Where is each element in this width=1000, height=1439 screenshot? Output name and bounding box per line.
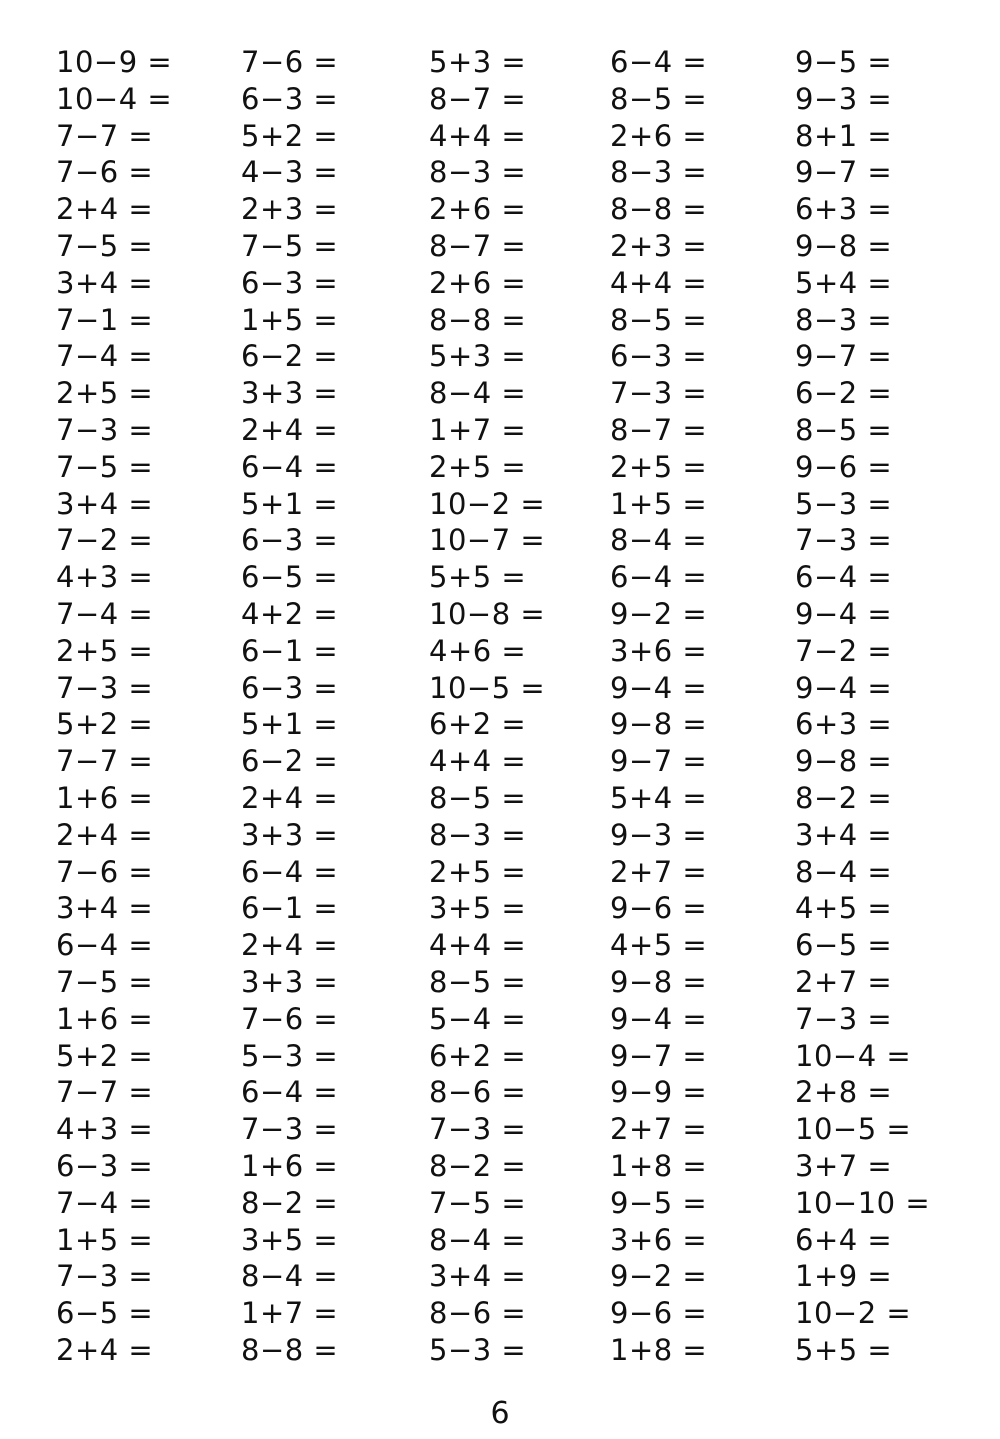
math-problem: 7−5 = — [56, 449, 154, 484]
math-problem: 2+7 = — [610, 1112, 708, 1147]
math-problem: 7−5 = — [56, 964, 154, 999]
math-problem: 7−3 = — [56, 412, 154, 447]
math-problem: 9−3 = — [610, 817, 708, 852]
math-problem: 4+3 = — [56, 560, 154, 595]
math-problem: 8−2 = — [795, 780, 893, 815]
math-problem: 8−7 = — [429, 81, 527, 116]
math-problem: 7−6 = — [241, 1001, 339, 1036]
math-problem: 4+4 = — [429, 928, 527, 963]
math-problem: 6−1 = — [241, 633, 339, 668]
math-problem: 5+2 = — [241, 118, 339, 153]
math-problem: 9−7 = — [610, 744, 708, 779]
math-problem: 8−8 = — [241, 1332, 339, 1367]
math-problem: 6−3 = — [241, 523, 339, 558]
math-problem: 5+4 = — [795, 265, 893, 300]
math-problem: 5+2 = — [56, 1038, 154, 1073]
math-problem: 2+8 = — [795, 1075, 893, 1110]
math-problem: 5+3 = — [429, 339, 527, 374]
math-problem: 10−8 = — [429, 596, 546, 631]
math-problem: 7−1 = — [56, 302, 154, 337]
math-problem: 8−3 = — [429, 155, 527, 190]
math-problem: 2+4 = — [241, 412, 339, 447]
math-problem: 6−5 = — [795, 928, 893, 963]
math-problem: 3+4 = — [795, 817, 893, 852]
math-problem: 9−6 = — [610, 891, 708, 926]
math-problem: 9−7 = — [795, 339, 893, 374]
problem-column-3 — [429, 44, 614, 1369]
math-problem: 9−7 = — [610, 1038, 708, 1073]
math-problem: 6−3 = — [241, 265, 339, 300]
math-problem: 8−5 = — [429, 964, 527, 999]
math-problem: 3+3 = — [241, 817, 339, 852]
math-problem: 2+4 = — [56, 1332, 154, 1367]
math-problem: 9−4 = — [795, 670, 893, 705]
math-problem: 2+7 = — [610, 854, 708, 889]
math-problem: 8−4 = — [610, 523, 708, 558]
math-problem: 6+3 = — [795, 192, 893, 227]
math-problem: 9−4 = — [610, 1001, 708, 1036]
math-problem: 5+4 = — [610, 780, 708, 815]
math-problem: 10−7 = — [429, 523, 546, 558]
math-problem: 7−5 = — [241, 228, 339, 263]
math-problem: 7−3 = — [429, 1112, 527, 1147]
math-problem: 7−7 = — [56, 1075, 154, 1110]
math-problem: 9−5 = — [610, 1185, 708, 1220]
math-problem: 3+4 = — [56, 265, 154, 300]
math-problem: 1+6 = — [241, 1148, 339, 1183]
math-problem: 8−3 = — [795, 302, 893, 337]
math-problem: 10−10 = — [795, 1185, 931, 1220]
math-problem: 8−4 = — [795, 854, 893, 889]
math-problem: 2+5 = — [429, 854, 527, 889]
math-problem: 3+7 = — [795, 1148, 893, 1183]
math-problem: 7−7 = — [56, 744, 154, 779]
math-problem: 6−2 = — [241, 339, 339, 374]
math-problem: 9−9 = — [610, 1075, 708, 1110]
math-problem: 2+5 = — [56, 376, 154, 411]
math-problem: 7−6 = — [56, 155, 154, 190]
math-problem: 4−3 = — [241, 155, 339, 190]
math-problem: 3+4 = — [56, 486, 154, 521]
math-problem: 5+1 = — [241, 486, 339, 521]
math-problem: 2+3 = — [241, 192, 339, 227]
math-problem: 9−3 = — [795, 81, 893, 116]
math-problem: 6+2 = — [429, 707, 527, 742]
math-problem: 9−6 = — [795, 449, 893, 484]
math-problem: 4+5 = — [795, 891, 893, 926]
math-problem: 8−6 = — [429, 1075, 527, 1110]
math-problem: 9−2 = — [610, 596, 708, 631]
math-problem: 8−2 = — [429, 1148, 527, 1183]
math-problem: 4+3 = — [56, 1112, 154, 1147]
math-problem: 9−8 = — [610, 707, 708, 742]
math-problem: 2+4 = — [56, 817, 154, 852]
math-problem: 6−4 = — [56, 928, 154, 963]
math-problem: 8−5 = — [610, 81, 708, 116]
math-problem: 6−4 = — [610, 560, 708, 595]
math-problem: 5+5 = — [429, 560, 527, 595]
math-problem: 2+6 = — [610, 118, 708, 153]
math-problem: 9−4 = — [795, 596, 893, 631]
math-problem: 8−3 = — [429, 817, 527, 852]
math-problem: 8−4 = — [429, 376, 527, 411]
math-problem: 5−3 = — [241, 1038, 339, 1073]
math-problem: 7−5 = — [429, 1185, 527, 1220]
math-problem: 1+5 = — [241, 302, 339, 337]
math-problem: 7−3 = — [610, 376, 708, 411]
math-problem: 6+4 = — [795, 1222, 893, 1257]
math-problem: 2+4 = — [241, 928, 339, 963]
math-problem: 10−2 = — [795, 1296, 912, 1331]
math-problem: 7−3 = — [56, 1259, 154, 1294]
math-problem: 3+6 = — [610, 1222, 708, 1257]
math-problem: 7−3 = — [241, 1112, 339, 1147]
math-problem: 8−5 = — [429, 780, 527, 815]
math-problem: 1+8 = — [610, 1148, 708, 1183]
math-problem: 1+5 = — [610, 486, 708, 521]
problem-column-1 — [56, 44, 241, 1369]
math-problem: 5−4 = — [429, 1001, 527, 1036]
math-problem: 4+4 = — [429, 118, 527, 153]
math-problem: 7−4 = — [56, 339, 154, 374]
math-problem: 10−9 = — [56, 45, 173, 79]
math-problem: 1+5 = — [56, 1222, 154, 1257]
math-problem: 3+3 = — [241, 376, 339, 411]
math-problem: 3+4 = — [429, 1259, 527, 1294]
problem-column-4 — [610, 44, 795, 1369]
math-problem: 6−5 = — [56, 1296, 154, 1331]
math-problem: 9−2 = — [610, 1259, 708, 1294]
math-problem: 2+6 = — [429, 265, 527, 300]
math-problem: 6−1 = — [241, 891, 339, 926]
math-problem: 5+3 = — [429, 45, 527, 79]
math-problem: 2+4 = — [241, 780, 339, 815]
page-number: 6 — [490, 1396, 510, 1431]
math-problem: 10−5 = — [795, 1112, 912, 1147]
math-problem: 8−5 = — [610, 302, 708, 337]
math-problem: 6−4 = — [241, 1075, 339, 1110]
math-problem: 6−4 = — [795, 560, 893, 595]
math-problem: 5−3 = — [795, 486, 893, 521]
math-problem: 6+2 = — [429, 1038, 527, 1073]
math-problem: 7−3 = — [56, 670, 154, 705]
math-problem: 6−4 = — [610, 45, 708, 79]
math-problem: 4+2 = — [241, 596, 339, 631]
problem-column-5 — [795, 44, 980, 1369]
math-problem: 1+6 = — [56, 1001, 154, 1036]
math-problem: 4+4 = — [429, 744, 527, 779]
math-problem: 9−6 = — [610, 1296, 708, 1331]
math-problem: 4+4 = — [610, 265, 708, 300]
math-problem: 6−4 = — [241, 854, 339, 889]
math-problem: 8−7 = — [610, 412, 708, 447]
math-problem: 6−3 = — [56, 1148, 154, 1183]
math-problem: 8−4 = — [429, 1222, 527, 1257]
math-problem: 8+1 = — [795, 118, 893, 153]
math-problem: 8−4 = — [241, 1259, 339, 1294]
math-problem: 7−3 = — [795, 1001, 893, 1036]
math-problem: 10−2 = — [429, 486, 546, 521]
math-problem: 1+7 = — [241, 1296, 339, 1331]
math-problem: 8−2 = — [241, 1185, 339, 1220]
math-problem: 3+5 = — [241, 1222, 339, 1257]
math-problem: 7−7 = — [56, 118, 154, 153]
math-problem: 2+5 = — [610, 449, 708, 484]
math-problem: 7−4 = — [56, 1185, 154, 1220]
math-problem: 9−8 = — [610, 964, 708, 999]
math-problem: 6−5 = — [241, 560, 339, 595]
math-problem: 7−2 = — [795, 633, 893, 668]
math-problem: 8−3 = — [610, 155, 708, 190]
math-problem: 7−5 = — [56, 228, 154, 263]
math-problem: 7−4 = — [56, 596, 154, 631]
math-problem: 6+3 = — [795, 707, 893, 742]
math-problem: 6−3 = — [241, 670, 339, 705]
math-problem: 8−8 = — [610, 192, 708, 227]
math-problem: 9−4 = — [610, 670, 708, 705]
math-problem: 5+2 = — [56, 707, 154, 742]
math-problem: 2+4 = — [56, 192, 154, 227]
math-problem: 1+7 = — [429, 412, 527, 447]
math-problem: 10−5 = — [429, 670, 546, 705]
math-problem: 1+6 = — [56, 780, 154, 815]
math-problem: 7−6 = — [56, 854, 154, 889]
math-problem: 6−2 = — [795, 376, 893, 411]
math-problem: 8−7 = — [429, 228, 527, 263]
math-problem: 2+6 = — [429, 192, 527, 227]
math-problem: 9−8 = — [795, 228, 893, 263]
math-problem: 8−5 = — [795, 412, 893, 447]
math-problem: 2+5 = — [56, 633, 154, 668]
math-problem: 6−4 = — [241, 449, 339, 484]
math-problem: 6−3 = — [241, 81, 339, 116]
worksheet — [0, 44, 1000, 1384]
math-problem: 3+4 = — [56, 891, 154, 926]
math-problem: 2+3 = — [610, 228, 708, 263]
problem-column-2 — [241, 44, 426, 1369]
math-problem: 9−7 = — [795, 155, 893, 190]
math-problem: 4+5 = — [610, 928, 708, 963]
math-problem: 2+7 = — [795, 964, 893, 999]
math-problem: 3+3 = — [241, 964, 339, 999]
math-problem: 7−2 = — [56, 523, 154, 558]
math-problem: 6−3 = — [610, 339, 708, 374]
math-problem: 5+1 = — [241, 707, 339, 742]
math-problem: 3+5 = — [429, 891, 527, 926]
math-problem: 2+5 = — [429, 449, 527, 484]
math-problem: 10−4 = — [795, 1038, 912, 1073]
math-problem: 1+8 = — [610, 1332, 708, 1367]
math-problem: 9−5 = — [795, 45, 893, 79]
math-problem: 1+9 = — [795, 1259, 893, 1294]
math-problem: 9−8 = — [795, 744, 893, 779]
math-problem: 6−2 = — [241, 744, 339, 779]
math-problem: 3+6 = — [610, 633, 708, 668]
math-problem: 5+5 = — [795, 1332, 893, 1367]
math-problem: 7−6 = — [241, 45, 339, 79]
math-problem: 7−3 = — [795, 523, 893, 558]
math-problem: 8−8 = — [429, 302, 527, 337]
math-problem: 5−3 = — [429, 1332, 527, 1367]
math-problem: 10−4 = — [56, 81, 173, 116]
math-problem: 8−6 = — [429, 1296, 527, 1331]
math-problem: 4+6 = — [429, 633, 527, 668]
